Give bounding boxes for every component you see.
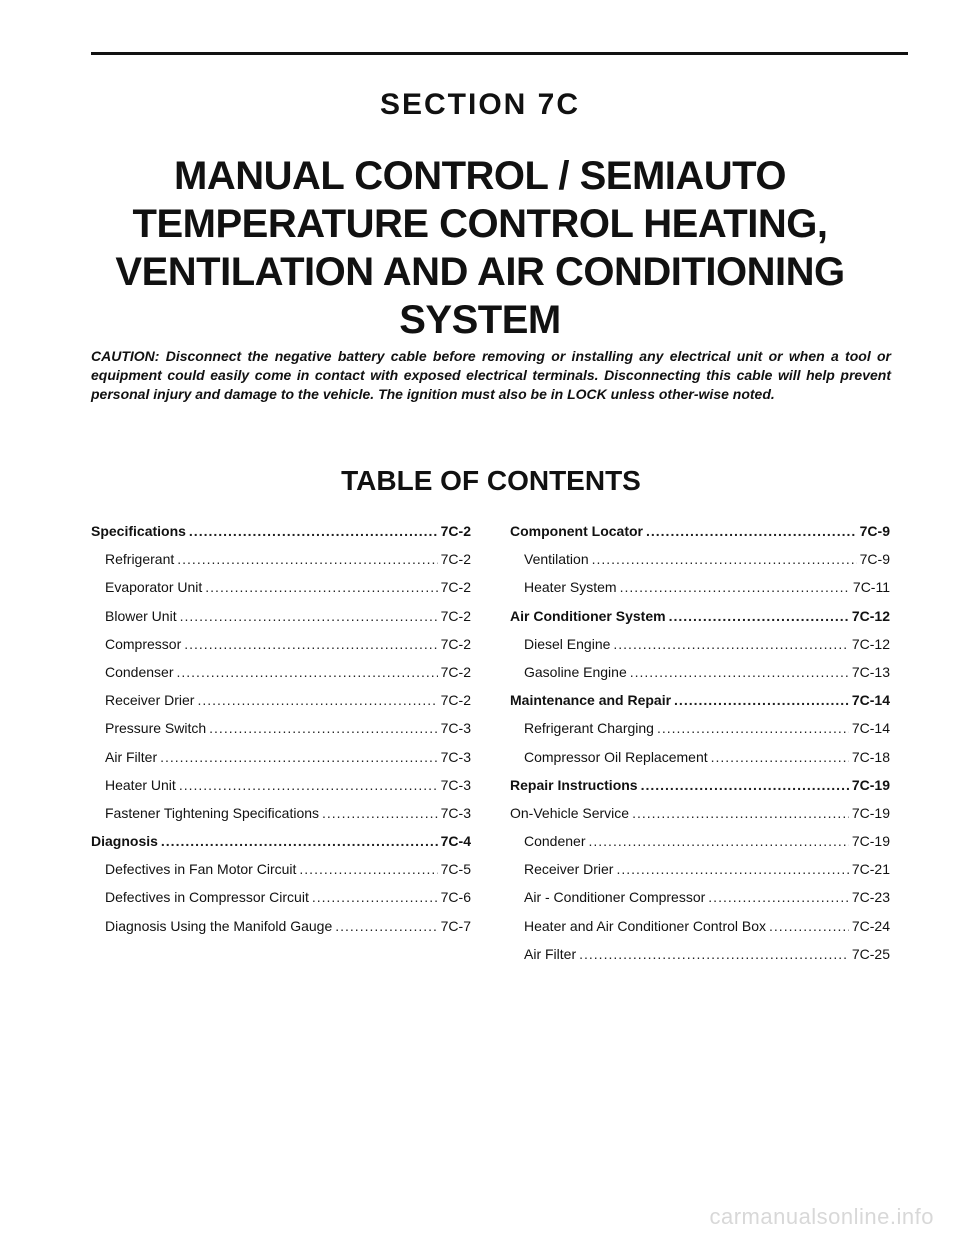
toc-page: 7C-3: [440, 720, 471, 737]
toc-entry[interactable]: [510, 690, 890, 718]
toc-page: 7C-2: [440, 523, 471, 539]
toc-entry[interactable]: [510, 634, 890, 662]
toc-label: Air Conditioner System: [510, 607, 666, 624]
toc-page: 7C-24: [851, 917, 890, 934]
toc-label: Evaporator Unit: [105, 579, 203, 596]
toc-label: Receiver Drier: [105, 692, 195, 709]
toc-entry[interactable]: [91, 690, 471, 718]
toc-label: Component Locator: [510, 523, 643, 539]
toc-entry[interactable]: [510, 662, 890, 690]
toc-page: 7C-5: [440, 861, 471, 878]
toc-leader: [641, 775, 849, 795]
toc-entry[interactable]: [91, 887, 471, 915]
toc-label: Defectives in Fan Motor Circuit: [105, 861, 297, 878]
toc-label: Defectives in Compressor Circuit: [105, 889, 309, 906]
toc-leader: [657, 718, 849, 738]
toc-right-column: [510, 521, 890, 972]
toc-leader: [632, 803, 849, 823]
toc-leader: [769, 916, 849, 936]
toc-leader: [205, 577, 437, 597]
toc-page: 7C-9: [859, 523, 890, 539]
title-line-2: TEMPERATURE CONTROL HEATING,: [132, 202, 828, 246]
toc-entry[interactable]: [91, 775, 471, 803]
toc-label: Compressor Oil Replacement: [524, 748, 708, 765]
toc-label: Refrigerant: [105, 551, 175, 568]
toc-leader: [592, 549, 857, 569]
toc-page: 7C-2: [440, 579, 471, 596]
toc-label: Air Filter: [524, 945, 577, 962]
toc-entry[interactable]: [91, 747, 471, 775]
toc-page: 7C-18: [851, 748, 890, 765]
toc-page: 7C-19: [851, 833, 890, 850]
toc-label: Condenser: [105, 663, 174, 680]
toc-page: 7C-11: [852, 579, 890, 596]
toc-entry[interactable]: [510, 718, 890, 746]
toc-entry[interactable]: [510, 916, 890, 944]
toc-page: 7C-3: [440, 748, 471, 765]
toc-page: 7C-12: [851, 607, 890, 624]
page-title: [60, 152, 900, 344]
toc-entry[interactable]: [91, 606, 471, 634]
toc-entry[interactable]: [91, 521, 471, 549]
toc-label: Receiver Drier: [524, 861, 614, 878]
toc-entry[interactable]: [91, 634, 471, 662]
toc-entry[interactable]: [91, 577, 471, 605]
toc-label: Gasoline Engine: [524, 663, 627, 680]
toc-page: 7C-12: [851, 635, 890, 652]
toc-entry[interactable]: [510, 606, 890, 634]
toc-entry[interactable]: [510, 887, 890, 915]
toc-label: Fastener Tightening Specifications: [105, 804, 320, 821]
toc-leader: [674, 690, 849, 710]
toc-entry[interactable]: [510, 859, 890, 887]
toc-page: 7C-3: [440, 776, 471, 793]
toc-entry[interactable]: [510, 775, 890, 803]
toc-entry[interactable]: [91, 831, 471, 859]
toc-leader: [177, 662, 438, 682]
toc-page: 7C-2: [440, 663, 471, 680]
toc-entry[interactable]: [510, 803, 890, 831]
watermark: carmanualsonline.info: [709, 1204, 934, 1229]
toc-page: 7C-6: [440, 889, 471, 906]
toc-page: 7C-9: [859, 551, 890, 568]
toc-page: 7C-21: [851, 861, 890, 878]
toc-leader: [646, 521, 857, 541]
toc-label: Ventilation: [524, 551, 589, 568]
toc-entry[interactable]: [510, 747, 890, 775]
toc-label: Diesel Engine: [524, 635, 611, 652]
toc-page: 7C-2: [440, 551, 471, 568]
toc-leader: [322, 803, 438, 823]
toc-label: Repair Instructions: [510, 776, 638, 793]
toc-label: Heater and Air Conditioner Control Box: [524, 917, 767, 934]
toc-entry[interactable]: [91, 916, 471, 944]
toc-leader: [669, 606, 849, 626]
toc-page: 7C-14: [851, 692, 890, 709]
toc-label: Diagnosis Using the Manifold Gauge: [105, 917, 333, 934]
toc-leader: [161, 831, 438, 851]
toc-label: Pressure Switch: [105, 720, 207, 737]
toc-leader: [711, 747, 849, 767]
toc-leader: [209, 718, 437, 738]
top-rule: [91, 52, 908, 55]
toc-page: 7C-4: [440, 833, 471, 850]
toc-entry[interactable]: [510, 521, 890, 549]
toc-label: Diagnosis: [91, 833, 158, 850]
toc-leader: [189, 521, 438, 541]
toc-label: Maintenance and Repair: [510, 692, 672, 709]
toc-leader: [312, 887, 438, 907]
toc-leader: [613, 634, 848, 654]
toc-page: 7C-3: [440, 804, 471, 821]
toc-entry[interactable]: [91, 718, 471, 746]
toc-page: 7C-13: [851, 663, 890, 680]
toc-page: 7C-2: [440, 635, 471, 652]
toc-label: Heater System: [524, 579, 617, 596]
toc-leader: [177, 549, 437, 569]
title-line-1: MANUAL CONTROL / SEMIAUTO: [174, 154, 786, 198]
toc-leader: [179, 775, 438, 795]
toc-leader: [630, 662, 849, 682]
toc-entry[interactable]: [91, 859, 471, 887]
toc-entry[interactable]: [91, 662, 471, 690]
toc-leader: [180, 606, 438, 626]
toc-leader: [708, 887, 849, 907]
toc-leader: [620, 577, 850, 597]
toc-leader: [197, 690, 437, 710]
toc-entry[interactable]: [510, 577, 890, 605]
toc-page: 7C-19: [851, 804, 890, 821]
toc-label: Refrigerant Charging: [524, 720, 654, 737]
toc-entry[interactable]: [91, 549, 471, 577]
toc-label: Compressor: [105, 635, 182, 652]
section-label: SECTION 7C: [379, 88, 581, 121]
toc-label: Specifications: [91, 523, 186, 539]
toc-title: TABLE OF CONTENTS: [341, 465, 641, 496]
toc-entry[interactable]: [91, 803, 471, 831]
toc-left-column: [91, 521, 471, 944]
toc-page: 7C-25: [851, 945, 890, 962]
toc-leader: [579, 944, 849, 964]
toc-page: 7C-7: [440, 917, 471, 934]
caution-note: CAUTION: Disconnect the negative battery cable before removing or installing any electrical unit or when a tool or equipment could easily come in contact with exposed electrical terminals. Disconnecting this cable will help prevent personal injury and damage to the vehicle. The ignition must also be in LOCK unless other-wise noted.: [91, 348, 891, 402]
title-line-4: SYSTEM: [399, 298, 561, 342]
toc-entry[interactable]: [510, 831, 890, 859]
toc-page: 7C-23: [851, 889, 890, 906]
title-line-3: VENTILATION AND AIR CONDITIONING: [115, 250, 845, 294]
toc-page: 7C-2: [440, 607, 471, 624]
toc-label: Air - Conditioner Compressor: [524, 889, 706, 906]
toc-leader: [299, 859, 437, 879]
toc-page: 7C-14: [851, 720, 890, 737]
toc-leader: [160, 747, 438, 767]
toc-label: On-Vehicle Service: [510, 804, 630, 821]
toc-label: Blower Unit: [105, 607, 177, 624]
toc-leader: [184, 634, 437, 654]
toc-page: 7C-2: [440, 692, 471, 709]
toc-leader: [335, 916, 437, 936]
toc-leader: [589, 831, 849, 851]
toc-label: Condener: [524, 833, 586, 850]
toc-leader: [616, 859, 848, 879]
toc-entry[interactable]: [510, 944, 890, 972]
toc-entry[interactable]: [510, 549, 890, 577]
toc-page: 7C-19: [851, 776, 890, 793]
toc-label: Heater Unit: [105, 776, 176, 793]
toc-label: Air Filter: [105, 748, 158, 765]
